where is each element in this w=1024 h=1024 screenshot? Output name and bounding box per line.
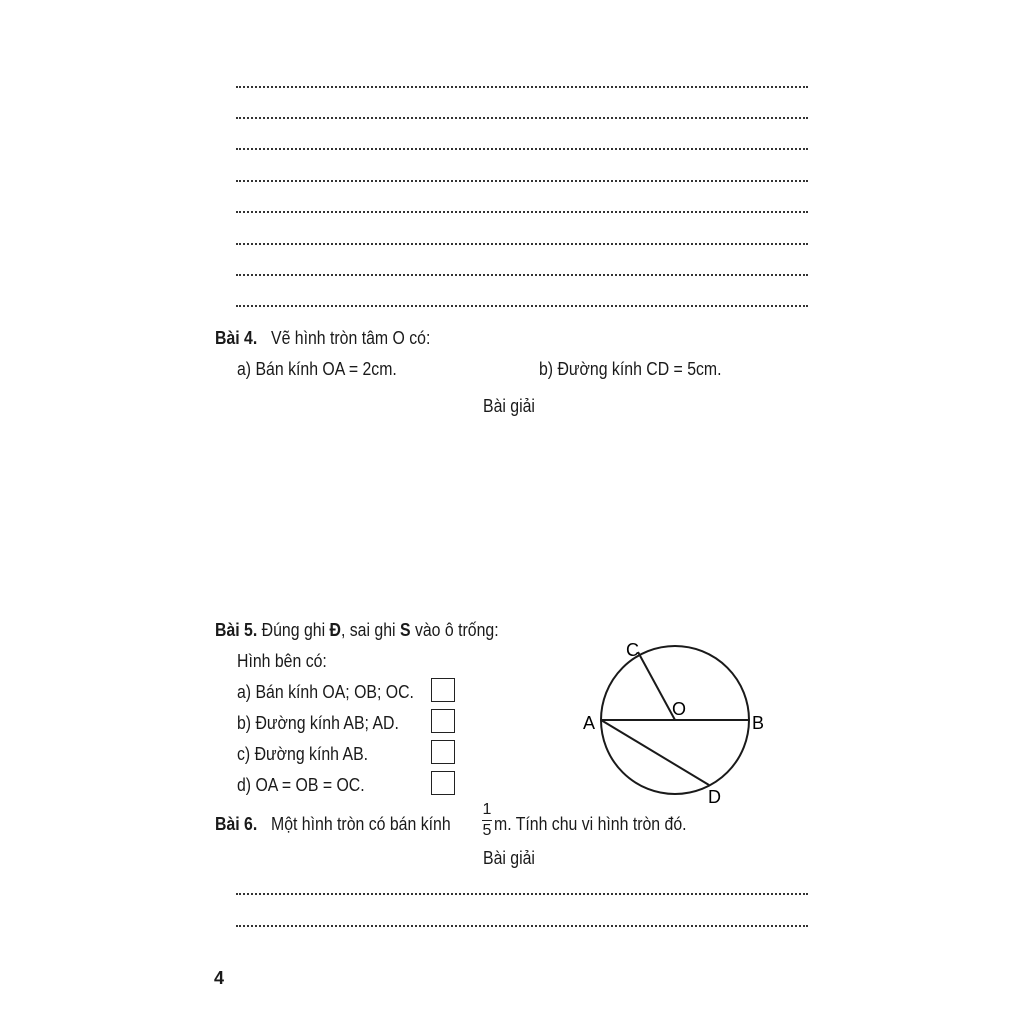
exercise-6-solution-label: Bài giải [483, 848, 535, 868]
fraction-numerator: 1 [482, 801, 492, 818]
exercise-4-solution-label: Bài giải [483, 396, 535, 416]
fraction-bar [482, 820, 492, 821]
exercise-5-prompt-mid: , sai ghi [340, 620, 396, 640]
exercise-4-part-b: b) Đường kính CD = 5cm. [539, 359, 722, 379]
exercise-5-item: d) OA = OB = OC. [237, 775, 365, 795]
exercise-5-prompt-pre: Đúng ghi [261, 620, 326, 640]
answer-line [236, 274, 808, 276]
point-label-b: B [752, 713, 765, 733]
exercise-5-prompt-post: vào ô trống: [414, 620, 499, 640]
answer-line [236, 243, 808, 245]
exercise-5-item: a) Bán kính OA; OB; OC. [237, 682, 414, 702]
answer-line [236, 148, 808, 150]
point-label-o: O [672, 699, 687, 719]
point-label-a: A [583, 713, 596, 733]
answer-line [236, 893, 808, 895]
exercise-5-false-mark: S [399, 620, 411, 640]
exercise-6-prompt-pre: Một hình tròn có bán kính [271, 814, 451, 834]
exercise-4-label: Bài 4. [215, 328, 258, 348]
exercise-5-label: Bài 5. [215, 620, 258, 640]
fraction-denominator: 5 [482, 822, 492, 839]
answer-checkbox[interactable] [431, 678, 455, 702]
answer-checkbox[interactable] [431, 740, 455, 764]
exercise-5-intro: Hình bên có: [237, 651, 327, 671]
exercise-5-prompt [215, 620, 499, 640]
answer-line [236, 86, 808, 88]
exercise-4-prompt: Vẽ hình tròn tâm O có: [271, 328, 431, 348]
answer-checkbox[interactable] [431, 709, 455, 733]
answer-line [236, 211, 808, 213]
exercise-5-item: b) Đường kính AB; AD. [237, 713, 399, 733]
exercise-5-item: c) Đường kính AB. [237, 744, 369, 764]
answer-line [236, 925, 808, 927]
answer-line [236, 180, 808, 182]
chord-ad [601, 720, 709, 785]
point-label-c: C [626, 640, 639, 660]
answer-checkbox[interactable] [431, 771, 455, 795]
exercise-5-true-mark: Đ [329, 620, 341, 640]
exercise-6-label: Bài 6. [215, 814, 258, 834]
page-number: 4 [214, 968, 225, 988]
circle-figure [575, 635, 775, 815]
point-label-d: D [708, 787, 721, 807]
radius-oc [638, 652, 675, 720]
answer-line [236, 117, 808, 119]
exercise-6-prompt-post: m. Tính chu vi hình tròn đó. [494, 814, 687, 834]
answer-line [236, 305, 808, 307]
exercise-4-part-a: a) Bán kính OA = 2cm. [237, 359, 397, 379]
